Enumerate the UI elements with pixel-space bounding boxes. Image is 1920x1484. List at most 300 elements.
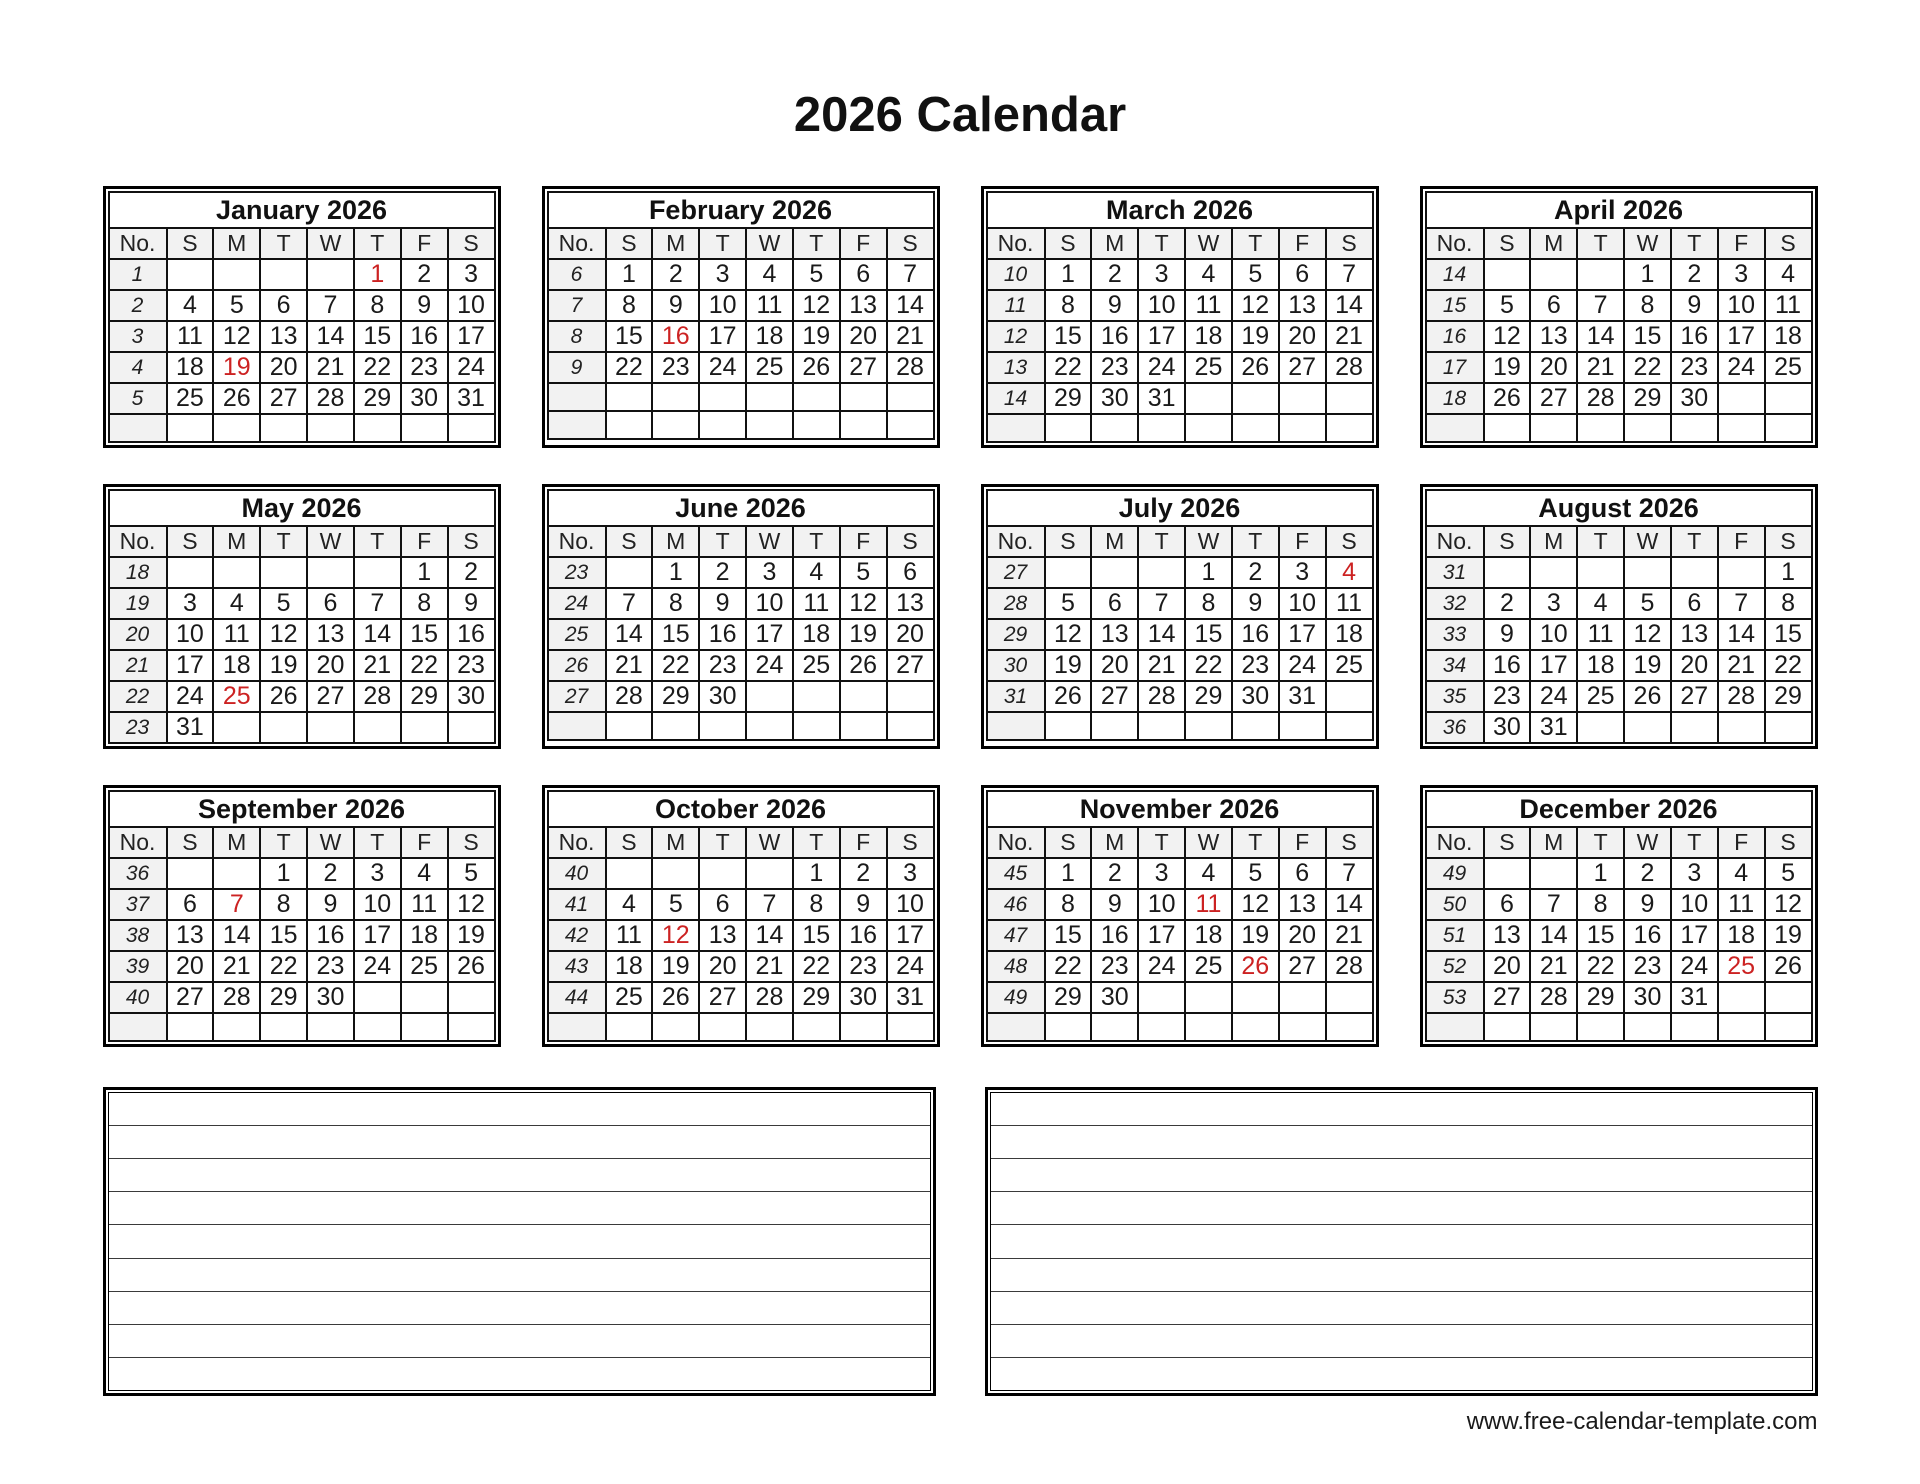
day-cell: 1 [1765, 557, 1812, 588]
day-cell: 7 [1326, 858, 1373, 889]
day-cell: 17 [699, 321, 746, 352]
day-cell: 27 [1671, 681, 1718, 712]
day-cell: 11 [167, 321, 214, 352]
week-number-cell: 33 [1426, 619, 1484, 650]
day-cell: 5 [1484, 290, 1531, 321]
weekday-header: S [1484, 827, 1531, 858]
day-cell [1045, 557, 1092, 588]
week-number-cell: 7 [548, 290, 606, 321]
day-cell: 7 [606, 588, 653, 619]
day-cell: 8 [652, 588, 699, 619]
day-cell: 28 [1530, 982, 1577, 1013]
week-number-cell: 12 [987, 321, 1045, 352]
day-cell [1091, 414, 1138, 442]
day-cell: 31 [1279, 681, 1326, 712]
day-cell [793, 681, 840, 712]
day-cell [1484, 858, 1531, 889]
weekday-header: F [1718, 526, 1765, 557]
day-cell: 8 [1624, 290, 1671, 321]
weekday-header: S [448, 827, 495, 858]
day-cell: 23 [840, 951, 887, 982]
day-cell: 10 [448, 290, 495, 321]
day-cell [448, 982, 495, 1013]
day-cell [1577, 414, 1624, 442]
day-cell: 13 [840, 290, 887, 321]
month-title: October 2026 [548, 791, 934, 827]
day-cell [1045, 414, 1092, 442]
day-cell [260, 712, 307, 743]
week-number-cell [987, 712, 1045, 740]
day-cell [606, 557, 653, 588]
day-cell: 25 [746, 352, 793, 383]
day-cell: 3 [1138, 259, 1185, 290]
day-cell: 13 [887, 588, 934, 619]
day-cell: 22 [1185, 650, 1232, 681]
day-cell: 17 [887, 920, 934, 951]
day-cell: 31 [167, 712, 214, 743]
notes-box-left [103, 1087, 936, 1396]
day-cell: 17 [1138, 920, 1185, 951]
day-cell: 4 [1577, 588, 1624, 619]
day-cell [1718, 414, 1765, 442]
week-number-cell: 51 [1426, 920, 1484, 951]
day-cell [1326, 982, 1373, 1013]
day-cell: 4 [401, 858, 448, 889]
week-number-cell: 38 [109, 920, 167, 951]
day-cell: 27 [260, 383, 307, 414]
day-cell: 6 [1530, 290, 1577, 321]
day-cell: 25 [167, 383, 214, 414]
day-cell [1530, 557, 1577, 588]
week-number-cell: 18 [109, 557, 167, 588]
day-cell [448, 414, 495, 442]
month-july [981, 484, 1379, 749]
day-cell: 21 [1577, 352, 1624, 383]
note-line [991, 1358, 1812, 1390]
note-line [991, 1259, 1812, 1292]
day-cell [699, 712, 746, 740]
day-cell: 5 [1765, 858, 1812, 889]
day-cell: 14 [887, 290, 934, 321]
weekday-header: S [1484, 228, 1531, 259]
day-cell: 20 [167, 951, 214, 982]
weekday-header: T [699, 228, 746, 259]
day-cell: 24 [1138, 951, 1185, 982]
day-cell: 22 [652, 650, 699, 681]
day-cell [1577, 557, 1624, 588]
day-cell [1232, 383, 1279, 414]
month-title: November 2026 [987, 791, 1373, 827]
weekday-header: S [1765, 526, 1812, 557]
day-cell: 7 [1718, 588, 1765, 619]
week-number-cell: 34 [1426, 650, 1484, 681]
weekday-header: T [1577, 827, 1624, 858]
day-cell: 4 [1765, 259, 1812, 290]
weekday-header: T [1232, 827, 1279, 858]
day-cell: 30 [1091, 982, 1138, 1013]
day-cell: 12 [840, 588, 887, 619]
day-cell: 30 [1484, 712, 1531, 743]
day-cell: 22 [606, 352, 653, 383]
day-cell: 24 [1138, 352, 1185, 383]
day-cell [793, 712, 840, 740]
day-cell: 1 [401, 557, 448, 588]
day-cell: 23 [1091, 951, 1138, 982]
day-cell [746, 411, 793, 439]
week-number-cell: 36 [109, 858, 167, 889]
day-cell: 28 [213, 982, 260, 1013]
footer-url: www.free-calendar-template.com [1466, 1408, 1818, 1435]
weekday-header: W [1185, 526, 1232, 557]
week-number-cell: 35 [1426, 681, 1484, 712]
day-cell: 24 [1530, 681, 1577, 712]
day-cell [1326, 1013, 1373, 1041]
day-cell: 10 [1530, 619, 1577, 650]
day-cell: 19 [840, 619, 887, 650]
day-cell: 4 [1718, 858, 1765, 889]
day-cell: 15 [401, 619, 448, 650]
day-cell [887, 383, 934, 411]
day-cell: 25 [1326, 650, 1373, 681]
weekday-header: S [1326, 526, 1373, 557]
day-cell [1671, 712, 1718, 743]
month-title: June 2026 [548, 490, 934, 526]
day-cell: 10 [1279, 588, 1326, 619]
day-cell: 6 [307, 588, 354, 619]
day-cell: 15 [354, 321, 401, 352]
weekday-header: T [354, 827, 401, 858]
day-cell: 9 [448, 588, 495, 619]
weekday-header: S [606, 526, 653, 557]
day-cell [1185, 982, 1232, 1013]
day-cell: 25 [1185, 951, 1232, 982]
day-cell: 3 [1530, 588, 1577, 619]
day-cell: 4 [1185, 858, 1232, 889]
day-cell: 2 [840, 858, 887, 889]
day-cell: 20 [699, 951, 746, 982]
month-title: April 2026 [1426, 192, 1812, 228]
day-cell: 24 [167, 681, 214, 712]
day-cell: 21 [1326, 321, 1373, 352]
day-cell: 30 [448, 681, 495, 712]
day-cell: 11 [401, 889, 448, 920]
note-line [109, 1292, 930, 1325]
day-cell: 18 [746, 321, 793, 352]
day-cell: 27 [1530, 383, 1577, 414]
week-number-cell: 17 [1426, 352, 1484, 383]
day-cell: 5 [260, 588, 307, 619]
day-cell: 27 [307, 681, 354, 712]
day-cell [167, 557, 214, 588]
day-cell: 15 [652, 619, 699, 650]
day-cell: 30 [1232, 681, 1279, 712]
day-cell: 22 [260, 951, 307, 982]
day-cell: 15 [1045, 920, 1092, 951]
week-number-cell: 13 [987, 352, 1045, 383]
day-cell-holiday: 25 [1718, 951, 1765, 982]
day-cell: 30 [699, 681, 746, 712]
day-cell: 31 [1671, 982, 1718, 1013]
day-cell: 5 [448, 858, 495, 889]
day-cell [1232, 414, 1279, 442]
day-cell: 2 [1091, 858, 1138, 889]
day-cell: 14 [213, 920, 260, 951]
month-title: September 2026 [109, 791, 495, 827]
day-cell-holiday: 16 [652, 321, 699, 352]
day-cell [1279, 383, 1326, 414]
weekday-header: W [746, 827, 793, 858]
day-cell: 24 [1279, 650, 1326, 681]
day-cell [354, 557, 401, 588]
day-cell-holiday: 4 [1326, 557, 1373, 588]
day-cell [401, 982, 448, 1013]
day-cell [1765, 712, 1812, 743]
day-cell: 18 [793, 619, 840, 650]
day-cell: 2 [307, 858, 354, 889]
day-cell [401, 712, 448, 743]
day-cell: 10 [887, 889, 934, 920]
day-cell: 20 [307, 650, 354, 681]
day-cell [1624, 414, 1671, 442]
week-number-cell: 16 [1426, 321, 1484, 352]
day-cell: 23 [401, 352, 448, 383]
day-cell: 7 [307, 290, 354, 321]
day-cell: 24 [699, 352, 746, 383]
day-cell: 2 [1232, 557, 1279, 588]
day-cell: 13 [699, 920, 746, 951]
day-cell [307, 259, 354, 290]
day-cell [1326, 712, 1373, 740]
day-cell: 6 [699, 889, 746, 920]
week-number-cell: 26 [548, 650, 606, 681]
day-cell: 17 [1138, 321, 1185, 352]
week-number-header: No. [987, 228, 1045, 259]
week-number-cell: 25 [548, 619, 606, 650]
day-cell: 29 [1185, 681, 1232, 712]
week-number-cell: 5 [109, 383, 167, 414]
day-cell: 13 [1671, 619, 1718, 650]
day-cell: 6 [840, 259, 887, 290]
day-cell [1671, 414, 1718, 442]
weekday-header: T [260, 526, 307, 557]
day-cell [840, 681, 887, 712]
day-cell: 28 [1138, 681, 1185, 712]
day-cell [1185, 414, 1232, 442]
day-cell: 20 [1484, 951, 1531, 982]
weekday-header: M [1530, 228, 1577, 259]
day-cell [401, 1013, 448, 1041]
day-cell: 25 [1185, 352, 1232, 383]
month-title: March 2026 [987, 192, 1373, 228]
day-cell: 13 [1279, 889, 1326, 920]
weekday-header: S [1045, 827, 1092, 858]
day-cell: 8 [260, 889, 307, 920]
day-cell [606, 411, 653, 439]
day-cell: 20 [1279, 321, 1326, 352]
day-cell: 21 [1718, 650, 1765, 681]
day-cell: 29 [1624, 383, 1671, 414]
day-cell: 15 [1765, 619, 1812, 650]
week-number-header: No. [548, 526, 606, 557]
day-cell [652, 1013, 699, 1041]
day-cell: 30 [1671, 383, 1718, 414]
day-cell: 9 [307, 889, 354, 920]
weekday-header: M [213, 526, 260, 557]
day-cell: 22 [1045, 951, 1092, 982]
weekday-header: F [1718, 827, 1765, 858]
week-number-cell: 31 [1426, 557, 1484, 588]
day-cell: 23 [1671, 352, 1718, 383]
day-cell: 26 [1484, 383, 1531, 414]
day-cell: 15 [1577, 920, 1624, 951]
weekday-header: F [401, 827, 448, 858]
day-cell: 7 [1326, 259, 1373, 290]
month-december [1420, 785, 1818, 1047]
month-title: February 2026 [548, 192, 934, 228]
day-cell: 30 [1091, 383, 1138, 414]
weekday-header: M [213, 827, 260, 858]
week-number-cell: 1 [109, 259, 167, 290]
day-cell: 4 [1185, 259, 1232, 290]
day-cell: 11 [1577, 619, 1624, 650]
day-cell [1624, 712, 1671, 743]
day-cell: 27 [699, 982, 746, 1013]
note-line [991, 1159, 1812, 1192]
day-cell: 25 [606, 982, 653, 1013]
week-number-cell: 18 [1426, 383, 1484, 414]
week-number-cell: 39 [109, 951, 167, 982]
week-number-cell: 20 [109, 619, 167, 650]
day-cell: 5 [793, 259, 840, 290]
notes-lines-left [108, 1092, 931, 1391]
week-number-cell: 49 [987, 982, 1045, 1013]
week-number-header: No. [987, 526, 1045, 557]
day-cell [1530, 1013, 1577, 1041]
day-cell: 26 [448, 951, 495, 982]
day-cell: 29 [1765, 681, 1812, 712]
day-cell: 5 [652, 889, 699, 920]
week-number-cell: 32 [1426, 588, 1484, 619]
day-cell: 5 [1232, 858, 1279, 889]
week-number-cell [987, 1013, 1045, 1041]
day-cell: 10 [746, 588, 793, 619]
day-cell: 25 [401, 951, 448, 982]
day-cell: 16 [1232, 619, 1279, 650]
day-cell [1484, 414, 1531, 442]
week-number-cell: 42 [548, 920, 606, 951]
day-cell: 28 [606, 681, 653, 712]
weekday-header: M [652, 526, 699, 557]
weekday-header: S [1326, 827, 1373, 858]
day-cell: 17 [1671, 920, 1718, 951]
day-cell: 3 [448, 259, 495, 290]
weekday-header: T [260, 827, 307, 858]
day-cell: 1 [652, 557, 699, 588]
day-cell: 18 [606, 951, 653, 982]
week-number-cell: 23 [109, 712, 167, 743]
day-cell: 3 [1279, 557, 1326, 588]
day-cell: 29 [1577, 982, 1624, 1013]
day-cell: 19 [260, 650, 307, 681]
day-cell: 20 [1530, 352, 1577, 383]
week-number-cell: 52 [1426, 951, 1484, 982]
weekday-header: T [699, 827, 746, 858]
weekday-header: S [448, 228, 495, 259]
week-number-cell: 3 [109, 321, 167, 352]
day-cell: 27 [167, 982, 214, 1013]
day-cell: 10 [1138, 290, 1185, 321]
day-cell: 8 [606, 290, 653, 321]
day-cell [213, 557, 260, 588]
day-cell [606, 858, 653, 889]
day-cell [1765, 1013, 1812, 1041]
week-number-header: No. [1426, 228, 1484, 259]
day-cell: 4 [213, 588, 260, 619]
day-cell [1765, 383, 1812, 414]
week-number-cell: 40 [548, 858, 606, 889]
day-cell: 7 [746, 889, 793, 920]
weekday-header: S [1765, 827, 1812, 858]
day-cell [307, 557, 354, 588]
day-cell [213, 712, 260, 743]
note-line [109, 1325, 930, 1358]
week-number-cell: 29 [987, 619, 1045, 650]
weekday-header: F [401, 526, 448, 557]
day-cell: 12 [1484, 321, 1531, 352]
weekday-header: F [1279, 526, 1326, 557]
day-cell: 13 [1530, 321, 1577, 352]
day-cell: 7 [1577, 290, 1624, 321]
weekday-header: F [1718, 228, 1765, 259]
day-cell: 29 [652, 681, 699, 712]
day-cell: 9 [1091, 290, 1138, 321]
day-cell [448, 1013, 495, 1041]
weekday-header: T [354, 228, 401, 259]
day-cell [354, 712, 401, 743]
day-cell [652, 383, 699, 411]
week-number-cell: 48 [987, 951, 1045, 982]
day-cell [1326, 681, 1373, 712]
day-cell [1765, 414, 1812, 442]
weekday-header: T [1577, 228, 1624, 259]
day-cell: 27 [1484, 982, 1531, 1013]
day-cell: 18 [401, 920, 448, 951]
weekday-header: T [1138, 526, 1185, 557]
day-cell: 18 [213, 650, 260, 681]
day-cell: 27 [840, 352, 887, 383]
weekday-header: T [1232, 228, 1279, 259]
day-cell: 21 [307, 352, 354, 383]
day-cell: 26 [652, 982, 699, 1013]
day-cell [1279, 712, 1326, 740]
day-cell: 31 [1138, 383, 1185, 414]
day-cell: 14 [1718, 619, 1765, 650]
day-cell: 28 [1718, 681, 1765, 712]
day-cell: 24 [448, 352, 495, 383]
weekday-header: W [746, 228, 793, 259]
day-cell: 31 [887, 982, 934, 1013]
month-august [1420, 484, 1818, 749]
day-cell [699, 383, 746, 411]
weekday-header: M [1091, 827, 1138, 858]
note-line [109, 1225, 930, 1258]
day-cell: 28 [887, 352, 934, 383]
month-november [981, 785, 1379, 1047]
month-title: May 2026 [109, 490, 495, 526]
week-number-cell: 22 [109, 681, 167, 712]
day-cell: 13 [167, 920, 214, 951]
day-cell [699, 1013, 746, 1041]
